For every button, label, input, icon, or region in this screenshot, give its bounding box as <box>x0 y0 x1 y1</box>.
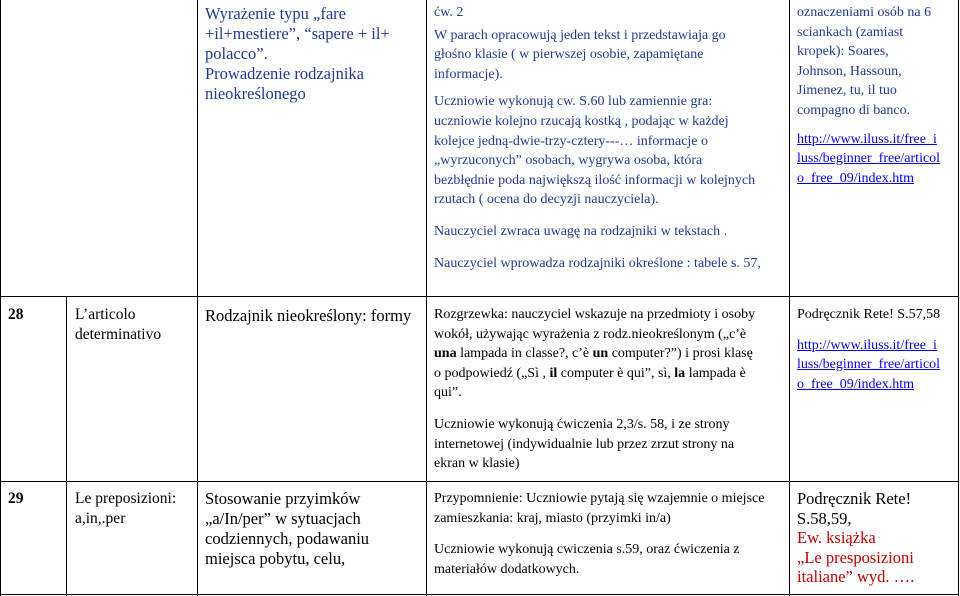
activities-cell <box>434 489 786 579</box>
grid-line <box>66 296 67 596</box>
grid-line <box>197 0 198 596</box>
extra-book-ref: Ew. książka „Le presposizioni italiane” wyd. …. <box>797 528 915 586</box>
row-separator <box>0 481 959 482</box>
resources-cell <box>797 305 957 394</box>
pairs-text: W parach opracowują jeden tekst i przedstawiaja go głośno klasie ( w pierwszej osobie, zapamiętane informacje). <box>434 27 726 82</box>
warmup-text: Rozgrzewka: nauczyciel wskazuje na przedmioty i osoby wokół, używając wyrażenia z rodz.nieokreślonym („c’è una lampada in classe?, c’è un computer?”) i prosi klasę o podpowiedź („Sì , il computer è qui”, sì, la lampada è qui”. <box>434 307 756 401</box>
textbook-ref: Podręcznik Rete! S.58,59, <box>797 489 912 528</box>
resources-cell: oznaczeniami osób na 6 sciankach (zamiast kropek): Soares, Johnson, Hassoun, Jimenez, tu, il tuo compagno di banco. http://www.iluss.it/free_i luss/beginner_free/articol o_free_09/index.htm <box>797 3 957 188</box>
textbook-ref: Podręcznik Rete! S.57,58 <box>797 307 941 322</box>
grid-line <box>958 0 959 596</box>
lesson-title: Le preposizioni: a,in,.per <box>75 490 177 527</box>
grid-line <box>789 0 790 596</box>
activities-cell <box>434 305 786 474</box>
attention-text: Nauczyciel zwraca uwagę na rodzajniki w tekstach . <box>434 223 728 239</box>
grid-line <box>0 0 1 596</box>
reminder-text: Przypomnienie: Uczniowie pytają się wzajemnie o miejsce zamieszkania: kraj, miasto (przyimki in/a) <box>434 491 765 526</box>
lesson-topic: Rodzajnik nieokreślony: formy <box>205 306 412 325</box>
iluss-link[interactable]: http://www.iluss.it/free_i luss/beginner_free/articol o_free_09/index.htm <box>797 337 941 392</box>
iluss-link[interactable]: http://www.iluss.it/free_i luss/beginner_free/articol o_free_09/index.htm <box>797 131 941 186</box>
lesson-title: L’articolo determinativo <box>75 306 162 343</box>
topic-text: Wyrażenie typu „fare +il+mestiere”, “sapere + il+ polacco”. Prowadzenie rodzajnika nieokreślonego <box>205 4 390 103</box>
row-number: 29 <box>8 490 24 507</box>
game-text: Uczniowie wykonują cw. S.60 lub zamiennie gra: uczniowie kolejno rzucają kostką , podając w każdej kolejce jedną-dwie-trzy-cztery---… informacje o „wyrzuconych” osobach, wygrywa osoba, która bezbłędnie poda największą ilość informacji w kolejnych rzutach ( ocena do decyzji nauczyciela). <box>434 94 756 208</box>
introduces-text: Nauczyciel wprowadza rodzajniki określone : tabele s. 57, <box>434 255 761 271</box>
grid-line <box>426 0 427 596</box>
exercises-text: Uczniowie wykonują ćwiczenia 2,3/s. 58, i ze strony internetowej (indywidualnie lub przez zrzut strony na ekran w klasie) <box>434 416 735 472</box>
activities-cell <box>434 3 786 273</box>
lesson-topic: Stosowanie przyimków „a/In/per” w sytuacjach codziennych, podawaniu miejsca pobytu, celu, <box>205 489 370 568</box>
exercises-text: Uczniowie wykonują cwiczenia s.59, oraz ćwiczenia z materiałów dodatkowych. <box>434 542 740 577</box>
resources-cell <box>797 489 957 587</box>
row-number: 28 <box>8 306 24 323</box>
table-bottom-border <box>0 594 959 595</box>
row-separator <box>0 296 959 297</box>
exercise-ref: ćw. 2 <box>434 5 464 20</box>
